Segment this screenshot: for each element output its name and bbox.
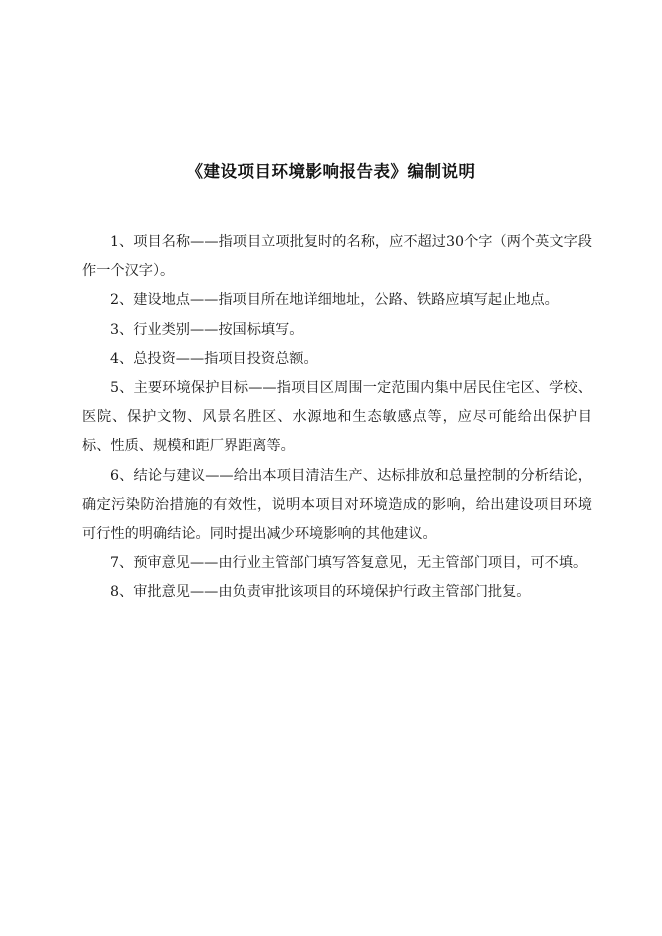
paragraph-construction-site: 2、建设地点——指项目所在地详细地址，公路、铁路应填写起止地点。 <box>110 292 559 309</box>
document-title: 《建设项目环境影响报告表》编制说明 <box>186 162 476 181</box>
paragraph-protection-targets: 5、主要环境保护目标——指项目区周围一定范围内集中居民住宅区、学校、医院、保护文物、风景名胜区、水源地和生态敏感点等，应尽可能给出保护目标、性质、规模和距厂界距离等。 <box>82 380 592 455</box>
paragraph-conclusions: 6、结论与建议——给出本项目清洁生产、达标排放和总量控制的分析结论，确定污染防治措施的有效性，说明本项目对环境造成的影响，给出建设项目环境可行性的明确结论。同时提出减少环境影响的其他建议。 <box>82 467 592 543</box>
paragraph-project-name: 1、项目名称——指项目立项批复时的名称，应不超过30个字（两个英文字段作一个汉字）。 <box>82 234 592 280</box>
paragraph-pre-review: 7、预审意见——由行业主管部门填写答复意见，无主管部门项目，可不填。 <box>110 555 588 572</box>
paragraph-approval: 8、审批意见——由负责审批该项目的环境保护行政主管部门批复。 <box>110 584 531 601</box>
document-body <box>82 228 592 608</box>
paragraph-total-investment: 4、总投资——指项目投资总额。 <box>110 350 318 367</box>
paragraph-industry-category: 3、行业类别——按国标填写。 <box>110 321 304 338</box>
